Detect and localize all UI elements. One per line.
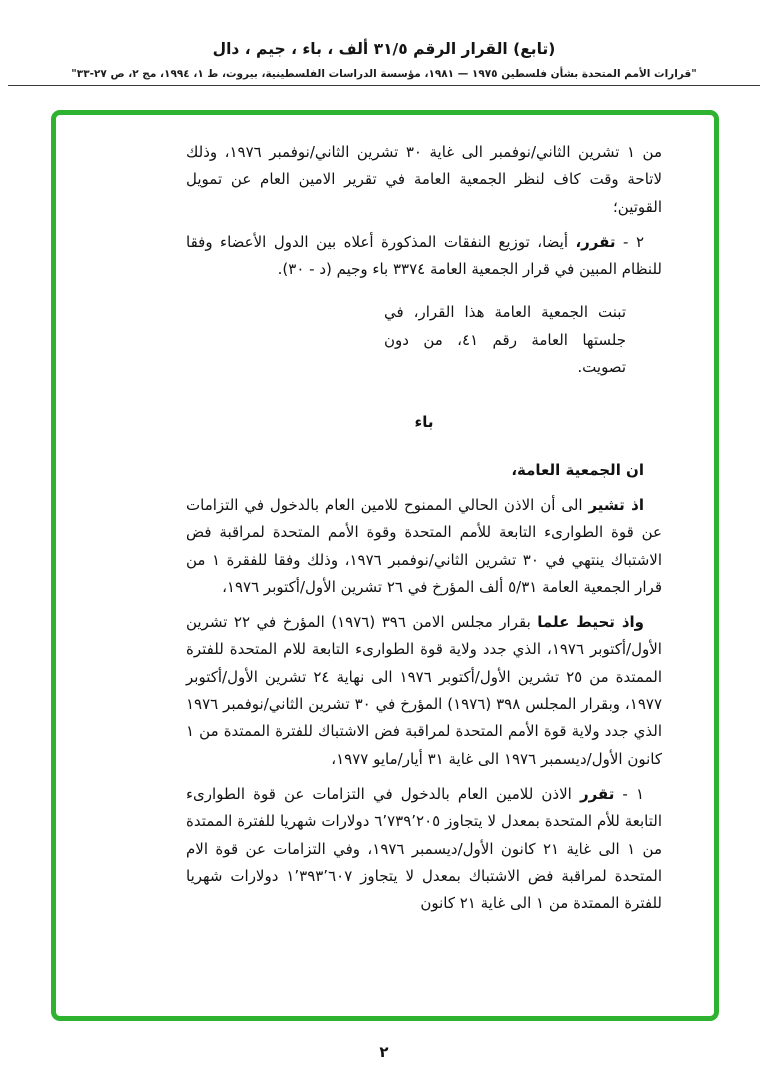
paragraph-text: بقرار مجلس الامن ٣٩٦ (١٩٧٦) المؤرخ في ٢٢ تشرين الأول/أكتوبر ١٩٧٦، الذي جدد ولاية قوة الطوارىء التابعة للام المتحدة للفترة الممتدة من ٢٥ تشرين الأول/أكتوبر ١٩٧٦ الى نهاية ٢٤ تشرين الأول/أكتوبر ١٩٧٧، وبقرار المجلس ٣٩٨ (١٩٧٦) المؤرخ في ٣٠ تشرين الثاني/نوفمبر ١٩٧٦ الذي جدد ولاية قوة الأمم المتحدة لمراقبة فض الاشتباك للفترة الممتدة من ١ كانون الأول/ديسمبر ١٩٧٦ الى غاية ٣١ أيار/مايو ١٩٧٧، (186, 613, 663, 768)
operative-verb: تقرر (579, 784, 615, 803)
paragraph-text: الى أن الاذن الحالي الممنوح للامين العام بالدخول في التزامات عن قوة الطوارىء التابعة للأمم المتحدة وقوة الأمم المتحدة لمراقبة فض الاشتباك ينتهي في ٣٠ تشرين الثاني/نوفمبر ١٩٧٦، وذلك وفقا للفقرة ١ من قرار الجمعية العامة ٥/٣١ ألف المؤرخ في ٢٦ تشرين الأول/أكتوبر ١٩٧٦، (186, 495, 662, 596)
source-citation: "قرارات الأمم المتحدة بشأن فلسطين ١٩٧٥ — ١٩٨١، مؤسسة الدراسات الفلسطينية، بيروت، ط ١، ١٩٩٤، مج ٢، ص ٢٧-٣٣" (71, 68, 697, 80)
header-divider (8, 85, 760, 86)
paragraph-text: تبنت الجمعية العامة هذا القرار، في جلستها العامة رقم ٤١، من دون تصويت. (384, 303, 626, 377)
operative-verb: تقرر، (575, 232, 616, 251)
adoption-note (384, 299, 626, 381)
paragraph-decides (186, 781, 662, 917)
paragraph-number: ٢ - (615, 232, 644, 251)
content-frame (51, 110, 719, 1021)
document-header (0, 0, 768, 86)
preamble-opening: ان الجمعية العامة، (511, 460, 644, 479)
preambular-verb: واذ تحيط علما (537, 613, 644, 632)
paragraph-funding-period (186, 139, 662, 221)
paragraph-number: ١ - (614, 784, 644, 803)
section-heading-baa: باء (414, 413, 434, 432)
paragraph-recalling (186, 492, 662, 601)
paragraph-text: من ١ تشرين الثاني/نوفمبر الى غاية ٣٠ تشرين الثاني/نوفمبر ١٩٧٦، وذلك لاتاحة وقت كاف لنظر الجمعية العامة في تقرير الامين العام عن تمويل القوتين؛ (186, 143, 662, 216)
document-title: (تابع) القرار الرقم ٣١/٥ ألف ، باء ، جيم ، دال (212, 40, 556, 58)
resolution-text (186, 139, 662, 925)
paragraph-noting (186, 609, 662, 773)
paragraph-text: الاذن للامين العام بالدخول في التزامات عن قوة الطوارىء التابعة للأم المتحدة بمعدل لا يتجاوز ٦٬٧٣٩٬٢٠٥ دولارات شهريا للفترة الممتدة من ١ الى غاية ٢١ كانون الأول/ديسمبر ١٩٧٦، وفي التزامات عن قوة الام المتحدة لمراقبة فض الاشتباك بمعدل لا يتجاوز ١٬٣٩٣٬٦٠٧ دولارات شهريا للفترة الممتدة من ١ الى غاية ٢١ كانون (186, 784, 663, 913)
preambular-verb: اذ تشير (588, 495, 644, 514)
paragraph-text: أيضا، توزيع النفقات المذكورة أعلاه بين الدول الأعضاء وفقا للنظام المبين في قرار الجمعية العامة ٣٣٧٤ باء وجيم (د - ٣٠). (186, 232, 662, 279)
page-number: ٢ (379, 1043, 389, 1061)
paragraph-operative-2 (186, 229, 662, 284)
